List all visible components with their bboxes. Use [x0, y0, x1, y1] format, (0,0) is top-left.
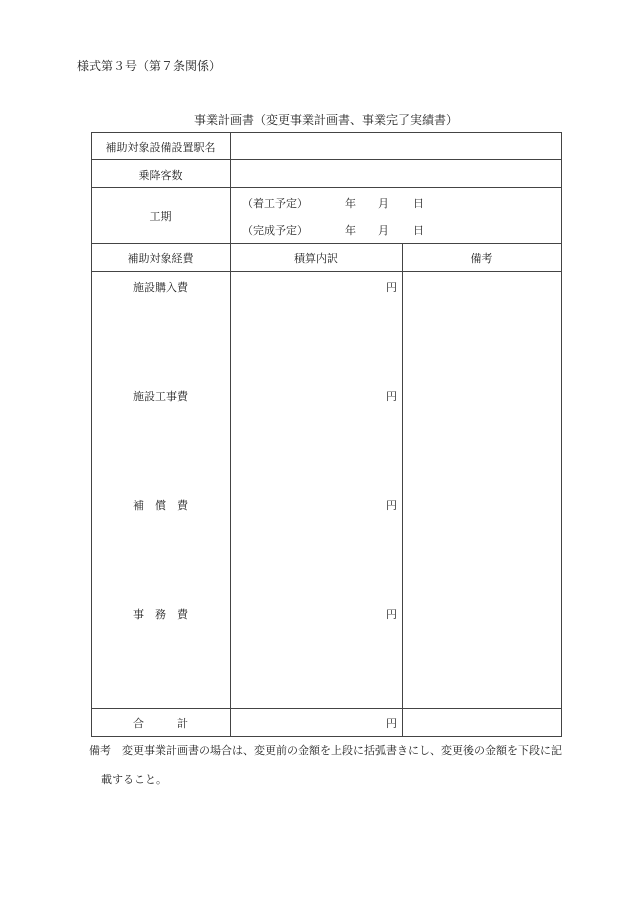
row-divider: [91, 159, 562, 160]
total-unit: 円: [386, 717, 397, 730]
end-label: （完成予定）: [242, 224, 308, 237]
header-breakdown: 積算内訳: [294, 252, 338, 265]
note-line-1: 備考 変更事業計画書の場合は、変更前の金額を上段に括弧書きにし、変更後の金額を下段に記: [89, 744, 562, 757]
end-month: 月: [378, 224, 389, 237]
item-label: 事 務 費: [133, 608, 188, 621]
item-unit: 円: [386, 390, 397, 403]
period-label: 工期: [149, 210, 172, 223]
item-label: 施設購入費: [133, 281, 188, 294]
form-number: 様式第３号（第７条関係）: [77, 59, 222, 73]
row-divider: [91, 708, 562, 709]
table-border: [561, 132, 562, 737]
table-border: [91, 736, 562, 737]
header-remarks: 備考: [470, 252, 493, 265]
table-border: [91, 132, 562, 133]
item-label: 施設工事費: [133, 390, 188, 403]
start-year: 年: [345, 197, 356, 210]
start-month: 月: [378, 197, 389, 210]
station-label: 補助対象設備設置駅名: [105, 141, 216, 154]
item-unit: 円: [386, 281, 397, 294]
item-unit: 円: [386, 608, 397, 621]
note-line-2: 載すること。: [101, 773, 167, 786]
header-expense: 補助対象経費: [127, 252, 194, 265]
end-day: 日: [413, 224, 424, 237]
item-unit: 円: [386, 499, 397, 512]
start-label: （着工予定）: [242, 197, 308, 210]
column-divider: [230, 132, 231, 737]
row-divider: [91, 271, 562, 272]
start-day: 日: [413, 197, 424, 210]
column-divider: [402, 243, 403, 737]
passengers-label: 乗降客数: [138, 169, 183, 182]
end-year: 年: [345, 224, 356, 237]
total-label: 合 計: [133, 717, 188, 730]
row-divider: [91, 243, 562, 244]
row-divider: [91, 187, 562, 188]
document-title: 事業計画書（変更事業計画書、事業完了実績書）: [193, 113, 458, 127]
item-label: 補 償 費: [133, 499, 188, 512]
